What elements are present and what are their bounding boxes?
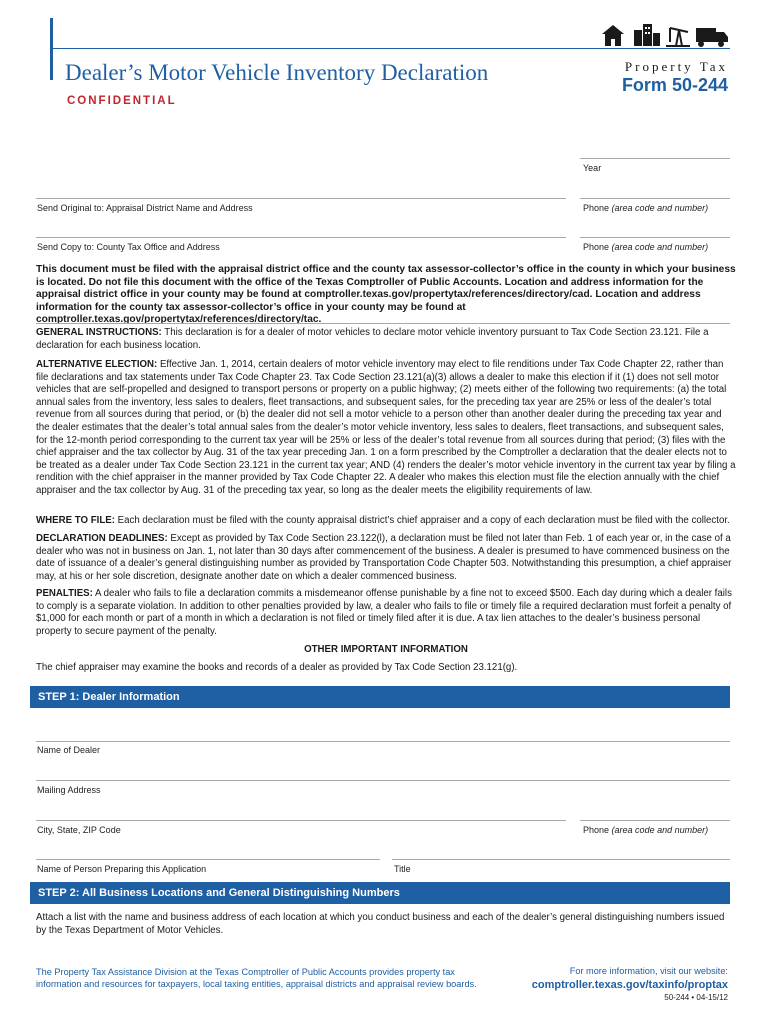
original-phone-input-line[interactable] — [580, 198, 730, 199]
year-label: Year — [583, 163, 602, 173]
preparer-name-label: Name of Person Preparing this Application — [37, 864, 207, 874]
header-horizontal-rule — [50, 48, 730, 49]
footer-description: The Property Tax Assistance Division at the Texas Comptroller of Public Accounts provides property tax information and resources for taxpayers, local taxing entities, appraisal districts and appraisal review boards. — [36, 967, 477, 989]
city-state-zip-input-line[interactable] — [36, 820, 566, 821]
send-original-label: Send Original to: Appraisal District Name and Address — [37, 203, 253, 213]
year-input-line[interactable] — [580, 158, 730, 159]
footer-form-code: 50-244 • 04-15/12 — [664, 993, 728, 1002]
notice-divider — [36, 323, 730, 324]
alternative-election: ALTERNATIVE ELECTION: Effective Jan. 1, 2014, certain dealers of motor vehicle inventory may elect to file renditions under Tax Code Chapter 22, rather than file declarations and tax statements under Tax Code Chapter 23. Tax Code Section 23.121(a)(3) allows a dealer to make this election if it (1) does not sell motor vehicles that are self-propelled and designed to transport persons or property on a public highway; (2) meets either of the following two requirements: (a) the total annual sales from the inventory, less sales to dealers, fleet transactions, and subsequent sales, for the preceding tax year are 25% or less of the dealer’s total revenue from all sources during that period, or (b) the dealer did not sell a motor vehicle to a person other than another dealer during the preceding tax year and the dealer estimates that the dealer’s total annual sales from the dealer’s motor vehicle inventory, less sales to dealers, fleet transactions, and subsequent sales, for the 12-month period corresponding to the current tax year will be 25% or less of the dealer’s total revenue from all sources during that period; (3) files with the chief appraiser and the tax collector by Aug. 31 of the tax year preceding Jan. 1 on a form prescribed by the Comptroller a declaration that the dealer elects not to be treated as a dealer under Tax Code Section 23.121 in the current tax year; AND (4) renders the dealer’s motor vehicle inventory in the current tax year by filing a rendition with the chief appraiser in the manner provided by Tax Code Chapter 22. A dealer who makes this election must file the election annually with the chief appraiser and the tax collector by Aug. 31 of the preceding tax year, so long as the dealer meets the eligibility requirements of law. — [36, 359, 736, 496]
dealer-phone-label: Phone (area code and number) — [583, 825, 709, 835]
footer-more-info: For more information, visit our website: — [569, 966, 728, 976]
filing-notice: This document must be filed with the appraisal district office and the county tax assessor-collector’s office in the county in which your business is located. Do not file this document with the office of the Texas Comptroller of Public Accounts. Location and address information for the appraisal district office in your county may be found at comptroller.texas.gov/propertytax/references/directory/cad. Location and address information for the county tax assessor-collector’s office in your county may be found at comptroller.texas.gov/propertytax/references/directory/tac. — [36, 264, 736, 326]
city-buildings-icon — [634, 24, 660, 46]
send-original-input-line[interactable] — [36, 198, 566, 199]
other-info-heading: OTHER IMPORTANT INFORMATION — [304, 644, 468, 655]
header-vertical-rule — [50, 18, 53, 80]
form-title: Dealer’s Motor Vehicle Inventory Declaration — [65, 60, 489, 85]
general-instructions: GENERAL INSTRUCTIONS: This declaration is for a dealer of motor vehicles to declare motor vehicle inventory pursuant to Tax Code Section 23.121. File a declaration for each business location. — [36, 327, 709, 351]
send-copy-input-line[interactable] — [36, 237, 566, 238]
step1-header: STEP 1: Dealer Information — [30, 686, 730, 708]
mailing-address-input-line[interactable] — [36, 780, 730, 781]
city-state-zip-label: City, State, ZIP Code — [37, 825, 121, 835]
send-copy-label: Send Copy to: County Tax Office and Address — [37, 242, 220, 252]
step2-text: Attach a list with the name and business address of each location at which you conduct business and each of the dealer’s general distinguishing numbers issued by the Texas Department of Motor Vehicles. — [36, 912, 725, 936]
preparer-name-input-line[interactable] — [36, 859, 380, 860]
copy-phone-label: Phone (area code and number) — [583, 242, 709, 252]
dealer-name-label: Name of Dealer — [37, 745, 101, 755]
declaration-deadlines: DECLARATION DEADLINES: Except as provided by Tax Code Section 23.122(l), a declaration must be filed not later than Feb. 1 of each year or, in the case of a dealer who was not in business on Jan. 1, not later than 30 days after commencement of the business. A dealer is presumed to have commenced business on the date of issuance of a dealer’s general distinguishing number as provided by Transportation Code Chapter 503. Notwithstanding this presumption, a chief appraiser may, at his or her sole discretion, designate another date on which a dealer commenced business. — [36, 533, 732, 582]
dealer-phone-input-line[interactable] — [580, 820, 730, 821]
mailing-address-label: Mailing Address — [37, 785, 101, 795]
confidential-label: CONFIDENTIAL — [67, 95, 177, 107]
property-icons — [600, 22, 730, 48]
house-icon — [602, 25, 624, 46]
oil-pump-icon — [666, 28, 690, 46]
title-input-line[interactable] — [392, 859, 730, 860]
where-to-file: WHERE TO FILE: Each declaration must be filed with the county appraisal district’s chief appraiser and a copy of each declaration must be filed with the collector. — [36, 515, 730, 526]
step2-header: STEP 2: All Business Locations and General Distinguishing Numbers — [30, 882, 730, 904]
truck-icon — [696, 28, 728, 47]
penalties: PENALTIES: A dealer who fails to file a declaration commits a misdemeanor offense punishable by a fine not to exceed $500. Each day during which a dealer fails to comply is a separate violation. In addition to other penalties provided by law, a dealer who fails to file or timely file a required declaration must forfeit a penalty of $1,000 for each month or part of a month in which a declaration is not filed or timely filed after it is due. A tax lien attaches to the dealer’s business personal property to secure payment of the penalty. — [36, 588, 732, 637]
other-info-text: The chief appraiser may examine the books and records of a dealer as provided by Tax Code Section 23.121(g). — [36, 662, 518, 673]
original-phone-label: Phone (area code and number) — [583, 203, 709, 213]
dealer-name-input-line[interactable] — [36, 741, 730, 742]
copy-phone-input-line[interactable] — [580, 237, 730, 238]
title-label: Title — [394, 864, 411, 874]
form-category: Property Tax — [624, 59, 728, 74]
form-number: Form 50-244 — [621, 75, 728, 95]
footer-website-link[interactable]: comptroller.texas.gov/taxinfo/proptax — [531, 979, 728, 991]
